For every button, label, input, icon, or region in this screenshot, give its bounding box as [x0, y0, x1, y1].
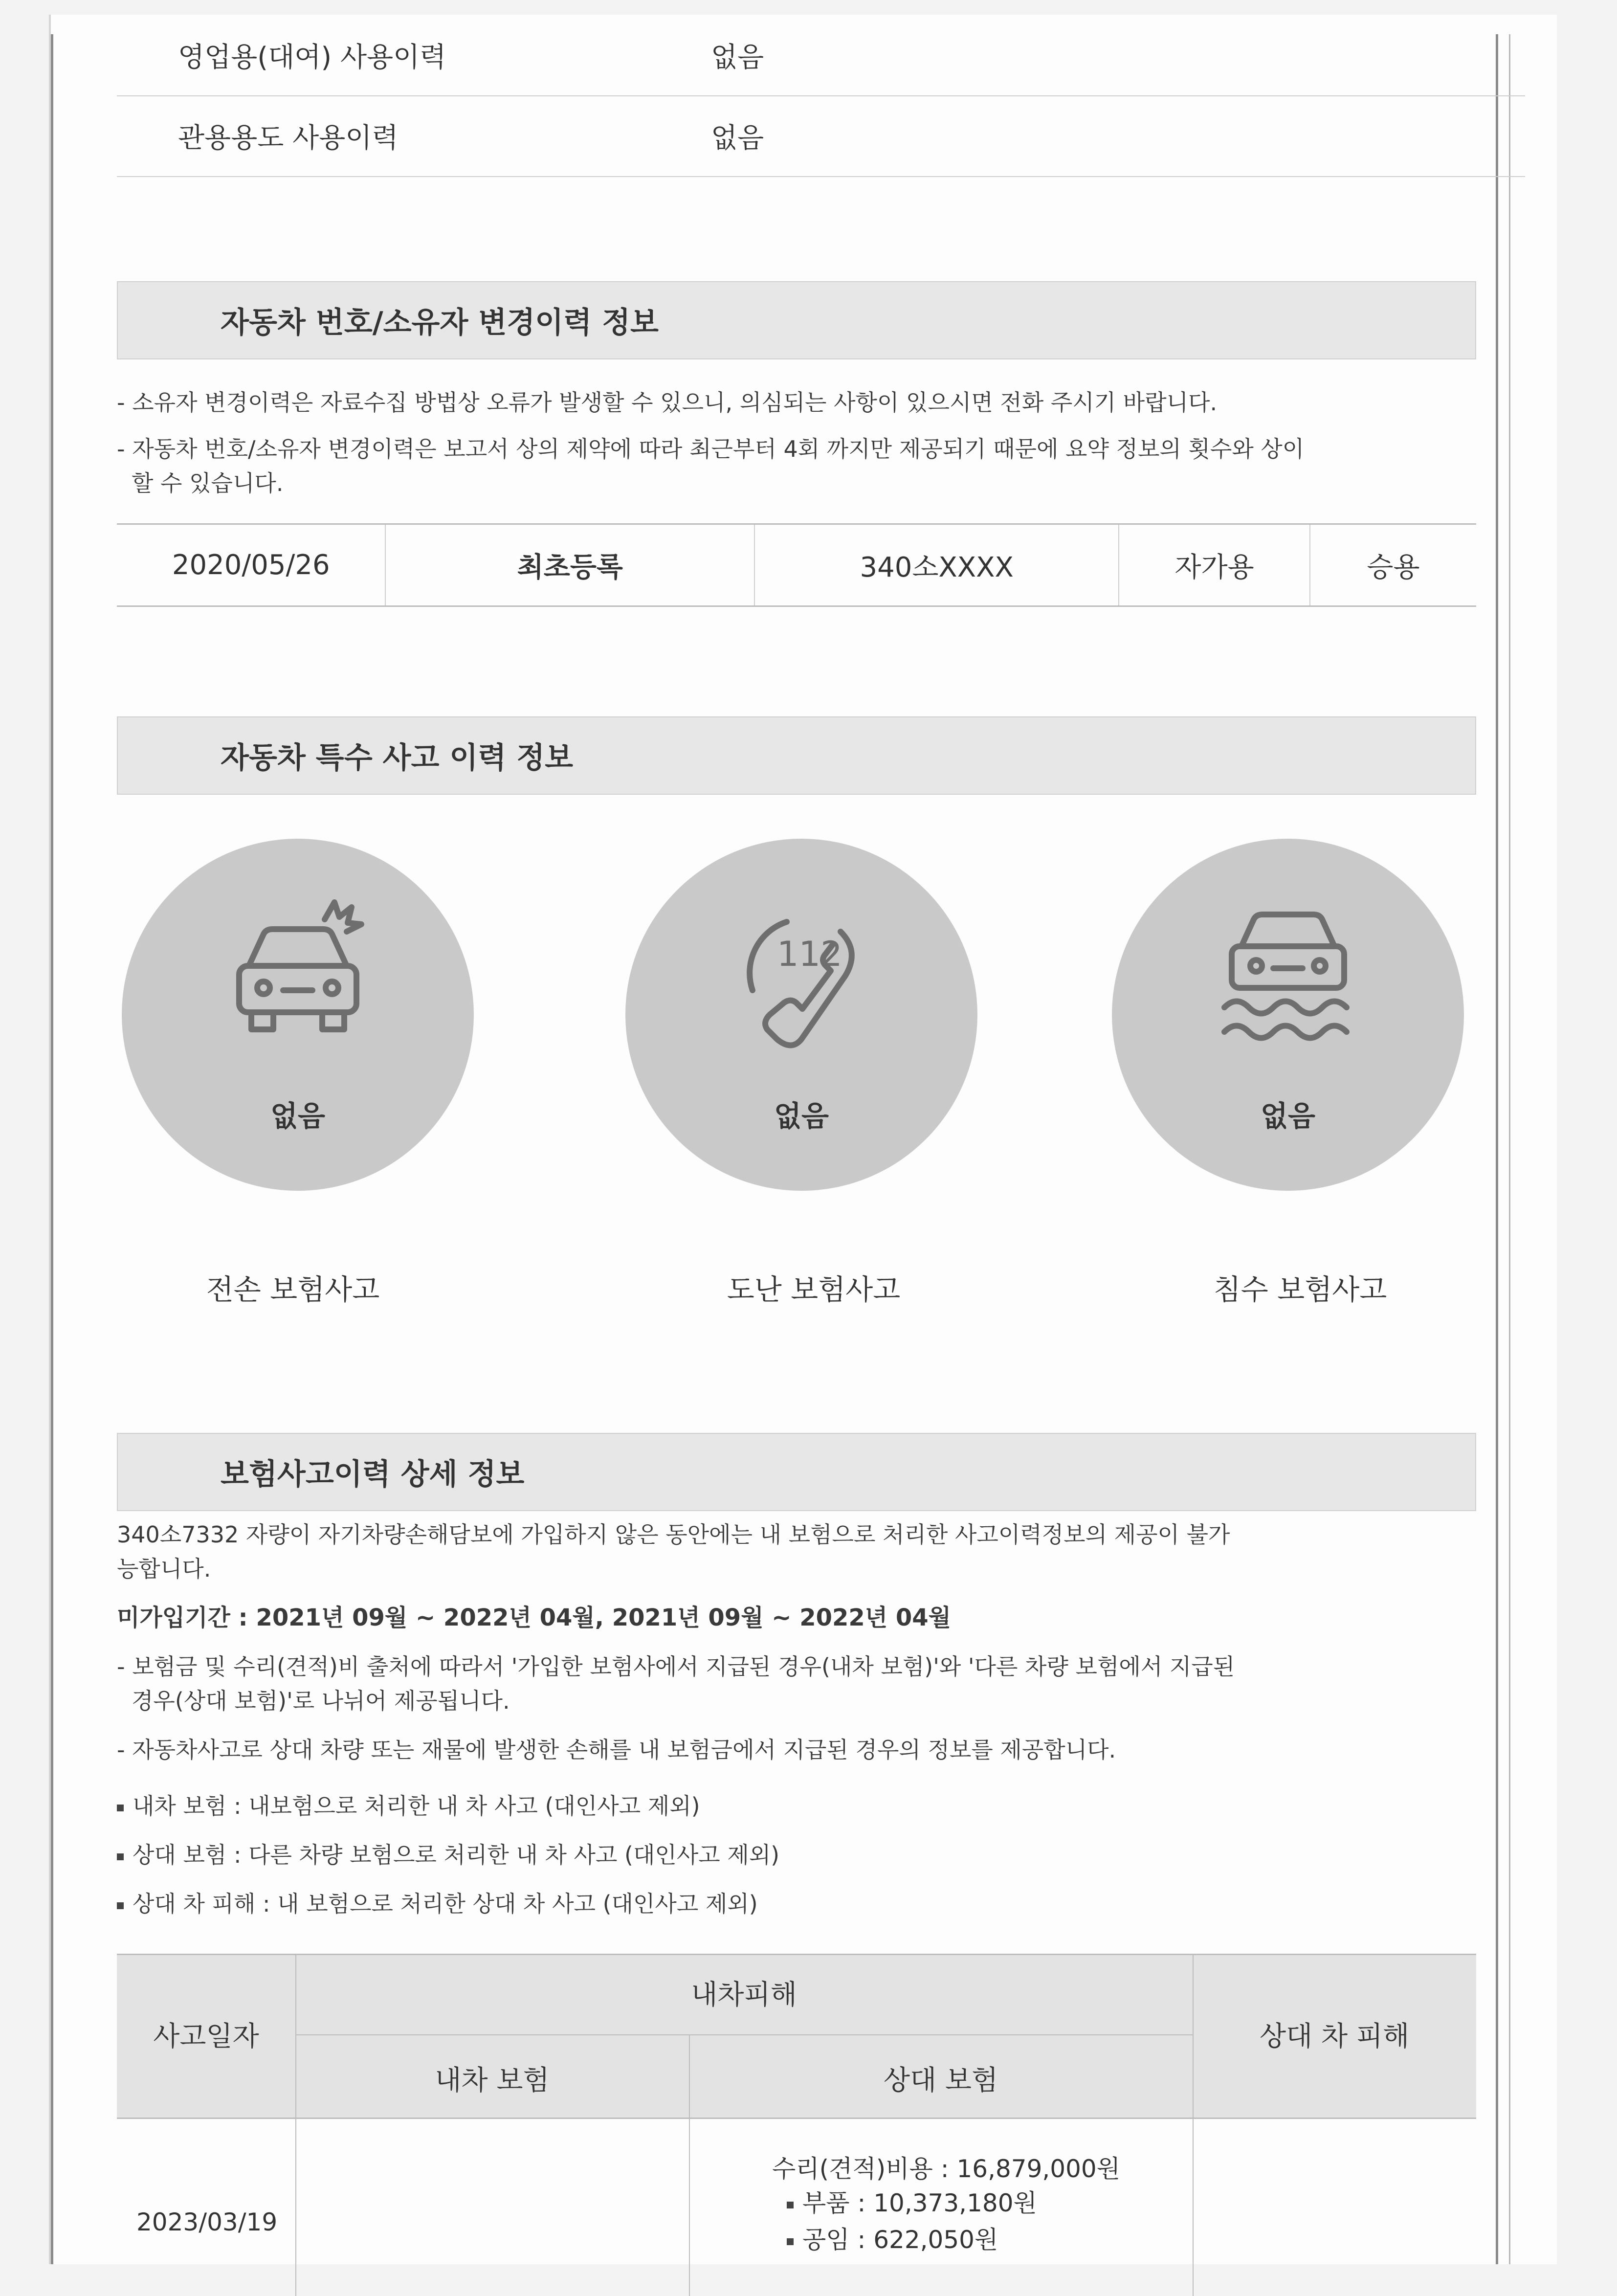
phone-112-icon: [718, 892, 885, 1059]
header-own-insurance: 내차 보험: [435, 2065, 550, 2096]
header-other-insurance: 상대 보험: [883, 2065, 998, 2096]
detail-note-3: - 자동차사고로 상대 차량 또는 재물에 발생한 손해를 내 보험금에서 지급된 경우의 정보를 제공합니다.: [117, 1737, 1116, 1763]
bullet-icon: [117, 1902, 124, 1909]
car-crash-icon: [215, 892, 381, 1059]
bullet-text: 내차 보험 : 내보험으로 처리한 내 차 사고 (대인사고 제외): [133, 1793, 700, 1819]
usage-label: 영업용(대여) 사용이력: [178, 41, 446, 73]
usage-value: 없음: [711, 41, 764, 73]
detail-bullet-3: [117, 1888, 1515, 1920]
usage-value: 없음: [711, 122, 764, 154]
section-insurance-detail-title: 보험사고이력 상세 정보: [117, 1433, 1476, 1511]
detail-bullet-1: [117, 1790, 1515, 1822]
repair-cost: 수리(견적)비용 : 16,879,000원: [772, 2155, 1121, 2183]
bullet-text: 상대 보험 : 다른 차량 보험으로 처리한 내 차 사고 (대인사고 제외): [133, 1842, 780, 1868]
parts-cost-text: 부품 : 10,373,180원: [802, 2189, 1037, 2217]
owner-history-row: [117, 523, 1476, 607]
parts-cost: [787, 2184, 1037, 2219]
phone-badge-text: 112: [777, 934, 842, 974]
section-special-accident-title: 자동차 특수 사고 이력 정보: [117, 716, 1476, 795]
labor-cost: [787, 2220, 998, 2255]
car-flood-icon: [1205, 892, 1371, 1059]
total-loss-caption: 전손 보험사고: [206, 1273, 380, 1306]
report-page: [49, 15, 1557, 2264]
detail-intro-2: 능합니다.: [117, 1556, 211, 1582]
header-other-car: 상대 차 피해: [1259, 2021, 1410, 2052]
total-loss-circle: [122, 839, 474, 1191]
bullet-icon: [787, 2202, 794, 2208]
history-plate: 340소XXXX: [755, 525, 1119, 605]
total-loss-value: 없음: [270, 1099, 326, 1133]
history-type: 최초등록: [386, 525, 755, 605]
detail-bullet-2: [117, 1839, 1515, 1871]
flood-caption: 침수 보험사고: [1213, 1273, 1387, 1306]
section-owner-history-title: 자동차 번호/소유자 변경이력 정보: [117, 281, 1476, 359]
history-use: 자가용: [1119, 525, 1310, 605]
page-border-right: [1496, 34, 1498, 2264]
owner-note-3: 할 수 있습니다.: [132, 470, 284, 496]
bullet-icon: [117, 1805, 124, 1811]
bullet-icon: [117, 1853, 124, 1860]
accident-date: 2023/03/19: [136, 2208, 278, 2236]
theft-circle: [625, 839, 977, 1191]
table-header-bottom-line: [117, 2118, 1476, 2119]
theft-caption: 도난 보험사고: [727, 1273, 901, 1306]
table-vline-3: [1193, 1954, 1194, 2296]
flood-circle: [1112, 839, 1464, 1191]
table-mid-line: [295, 2034, 1193, 2035]
detail-note-2: 경우(상대 보험)'로 나뉘어 제공됩니다.: [132, 1688, 510, 1714]
detail-period: 미가입기간 : 2021년 09월 ~ 2022년 04월, 2021년 09월 ~ 2022년 04월: [117, 1604, 952, 1631]
usage-row-rental: [117, 15, 1525, 96]
usage-row-government: [117, 95, 1525, 177]
page-border-right-inner: [1509, 34, 1510, 2264]
labor-cost-text: 공임 : 622,050원: [802, 2226, 998, 2254]
history-date: 2020/05/26: [117, 525, 386, 605]
owner-note-2: - 자동차 번호/소유자 변경이력은 보고서 상의 제약에 따라 최근부터 4회 까지만 제공되기 때문에 요약 정보의 횟수와 상이: [117, 436, 1305, 462]
table-top-line: [117, 1954, 1476, 1955]
page-border-left: [51, 34, 53, 2264]
theft-value: 없음: [774, 1099, 829, 1133]
flood-value: 없음: [1260, 1099, 1316, 1133]
usage-label: 관용용도 사용이력: [178, 122, 399, 154]
header-own-damage: 내차피해: [691, 1979, 797, 2011]
bullet-text: 상대 차 피해 : 내 보험으로 처리한 상대 차 사고 (대인사고 제외): [133, 1891, 758, 1917]
bullet-icon: [787, 2238, 794, 2245]
history-kind: 승용: [1367, 551, 1420, 583]
owner-note-1: - 소유자 변경이력은 자료수집 방법상 오류가 발생할 수 있으니, 의심되는 사항이 있으시면 전화 주시기 바랍니다.: [117, 389, 1218, 416]
detail-note-1: - 보험금 및 수리(견적)비 출처에 따라서 '가입한 보험사에서 지급된 경우(내차 보험)'와 '다른 차량 보험에서 지급된: [117, 1653, 1235, 1680]
header-date: 사고일자: [153, 2021, 259, 2052]
detail-intro-1: 340소7332 자량이 자기차량손해담보에 가입하지 않은 동안에는 내 보험으로 처리한 사고이력정보의 제공이 불가: [117, 1521, 1230, 1548]
accident-table: [117, 1954, 1476, 2296]
